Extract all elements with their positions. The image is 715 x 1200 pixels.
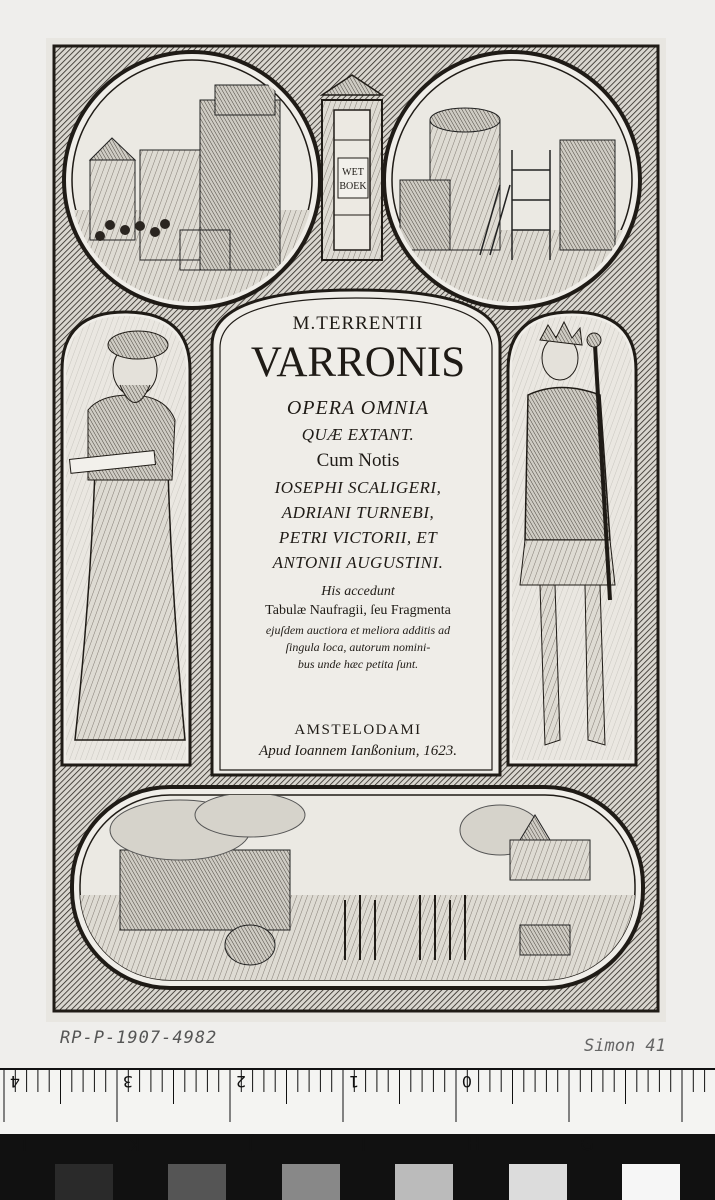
ruler-letter: J [247, 1133, 253, 1154]
book-label-line1: WET [342, 167, 364, 178]
ruler-number: 3 [122, 1072, 133, 1091]
imprint-city: AMSTELODAMI [294, 722, 422, 738]
tabulae-naufragii: Tabulæ Naufragii, ſeu Fragmenta [265, 603, 451, 618]
description-line-2: ſingula loca, autorum nomini- [285, 640, 431, 654]
quae-extant: QUÆ EXTANT. [301, 425, 415, 444]
editor-turnebus: ADRIANI TURNEBI, [281, 503, 435, 522]
ruler-number: 0 [461, 1072, 472, 1091]
ruler-number: 4 [9, 1072, 20, 1091]
author-name: VARRONIS [250, 339, 466, 386]
ruler-letter: K [128, 1133, 140, 1154]
color-scale-ruler [0, 1068, 715, 1200]
editor-scaliger: IOSEPHI SCALIGERI, [274, 478, 442, 497]
ruler-letter: I [360, 1133, 366, 1154]
niche-armored-king-figure [505, 312, 640, 766]
ruler-letter: L [16, 1133, 27, 1154]
author-prefix: M.TERRENTII [292, 313, 424, 334]
book-label-line2: BOEK [339, 181, 367, 192]
editor-victorius: PETRI VICTORII, ET [278, 528, 438, 547]
imprint-publisher: Apud Ioannem Ianßonium, 1623. [259, 743, 457, 759]
medallion-city-scene-left [64, 52, 320, 310]
description-line-3: bus unde hæc petita ſunt. [297, 657, 419, 671]
description-line-1: ejuſdem auctiora et meliora additis ad [265, 623, 451, 637]
niche-scholar-figure [60, 312, 195, 766]
editor-augustinus: ANTONII AUGUSTINI. [272, 553, 444, 572]
opera-omnia: OPERA OMNIA [286, 397, 430, 419]
ruler-number: 2 [235, 1072, 246, 1091]
cum-notis: Cum Notis [316, 450, 400, 471]
ruler-number: 1 [348, 1072, 359, 1091]
ruler-letter: G [580, 1134, 594, 1155]
his-accedunt: His accedunt [321, 584, 395, 599]
ruler-letter: H [467, 1134, 481, 1155]
medallion-tower-building-right [384, 52, 640, 310]
inventory-number: RP-P-1907-4982 [60, 1028, 218, 1048]
reference-note: Simon 41 [584, 1036, 666, 1056]
battle-scene-panel [72, 787, 643, 988]
